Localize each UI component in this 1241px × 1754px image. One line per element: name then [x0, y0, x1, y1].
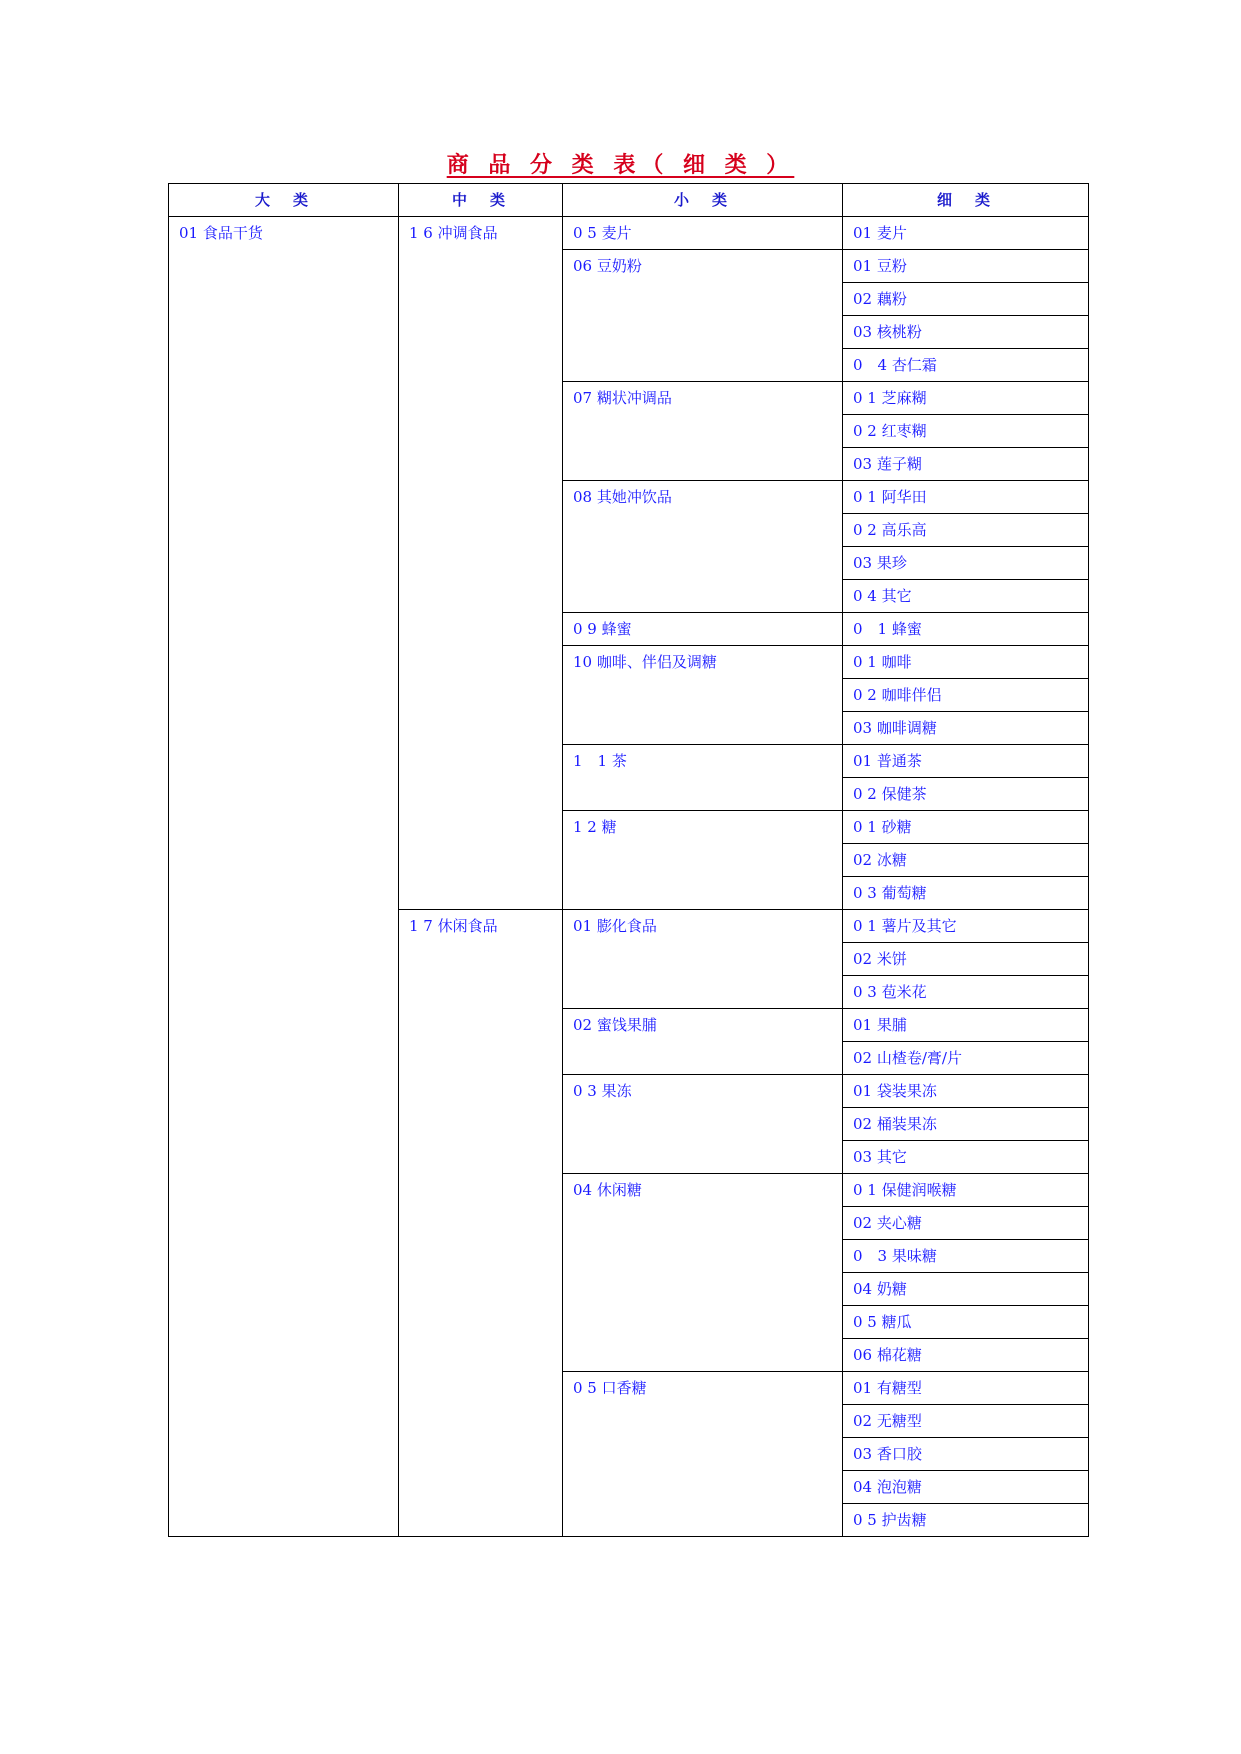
table-row [169, 217, 1089, 250]
fine-category-cell: 0 5 糖瓜 [843, 1306, 1089, 1339]
minor-category-cell: 10 咖啡、伴侣及调糖 [563, 646, 843, 745]
fine-category-cell: 0 1 阿华田 [843, 481, 1089, 514]
fine-category-cell: 0 2 咖啡伴侣 [843, 679, 1089, 712]
fine-category-cell: 0 2 红枣糊 [843, 415, 1089, 448]
fine-category-cell: 01 麦片 [843, 217, 1089, 250]
minor-category-cell: 06 豆奶粉 [563, 250, 843, 382]
minor-category-cell: 07 糊状冲调品 [563, 382, 843, 481]
fine-category-cell: 02 桶装果冻 [843, 1108, 1089, 1141]
fine-category-cell: 02 冰糖 [843, 844, 1089, 877]
minor-category-cell: 1 2 糖 [563, 811, 843, 910]
minor-category-cell: 01 膨化食品 [563, 910, 843, 1009]
fine-category-cell: 06 棉花糖 [843, 1339, 1089, 1372]
fine-category-cell: 03 莲子糊 [843, 448, 1089, 481]
fine-category-cell: 0 2 保健茶 [843, 778, 1089, 811]
fine-category-cell: 0 1 保健润喉糖 [843, 1174, 1089, 1207]
fine-category-cell: 02 米饼 [843, 943, 1089, 976]
header-middle: 中 类 [399, 184, 563, 217]
fine-category-cell: 01 袋装果冻 [843, 1075, 1089, 1108]
header-minor: 小 类 [563, 184, 843, 217]
fine-category-cell: 03 核桃粉 [843, 316, 1089, 349]
fine-category-cell: 0 1 薯片及其它 [843, 910, 1089, 943]
fine-category-cell: 03 香口胶 [843, 1438, 1089, 1471]
fine-category-cell: 02 山楂卷/膏/片 [843, 1042, 1089, 1075]
fine-category-cell: 01 果脯 [843, 1009, 1089, 1042]
fine-category-cell: 0 3 苞米花 [843, 976, 1089, 1009]
fine-category-cell: 0 2 高乐高 [843, 514, 1089, 547]
fine-category-cell: 02 藕粉 [843, 283, 1089, 316]
table-body [169, 217, 1089, 1537]
fine-category-cell: 02 夹心糖 [843, 1207, 1089, 1240]
minor-category-cell: 0 3 果冻 [563, 1075, 843, 1174]
fine-category-cell: 04 泡泡糖 [843, 1471, 1089, 1504]
fine-category-cell: 0 5 护齿糖 [843, 1504, 1089, 1537]
fine-category-cell: 0 3 果味糖 [843, 1240, 1089, 1273]
fine-category-cell: 01 普通茶 [843, 745, 1089, 778]
minor-category-cell: 1 1 茶 [563, 745, 843, 811]
fine-category-cell: 0 4 其它 [843, 580, 1089, 613]
table-header-row [169, 184, 1089, 217]
fine-category-cell: 02 无糖型 [843, 1405, 1089, 1438]
fine-category-cell: 01 有糖型 [843, 1372, 1089, 1405]
fine-category-cell: 0 1 芝麻糊 [843, 382, 1089, 415]
category-table [168, 183, 1089, 1537]
fine-category-cell: 0 1 咖啡 [843, 646, 1089, 679]
fine-category-cell: 04 奶糖 [843, 1273, 1089, 1306]
fine-category-cell: 0 4 杏仁霜 [843, 349, 1089, 382]
minor-category-cell: 04 休闲糖 [563, 1174, 843, 1372]
header-fine: 细 类 [843, 184, 1089, 217]
major-category-cell: 01 食品干货 [169, 217, 399, 1537]
middle-category-cell: 1 6 冲调食品 [399, 217, 563, 910]
minor-category-cell: 0 9 蜂蜜 [563, 613, 843, 646]
minor-category-cell: 02 蜜饯果脯 [563, 1009, 843, 1075]
fine-category-cell: 0 3 葡萄糖 [843, 877, 1089, 910]
minor-category-cell: 0 5 口香糖 [563, 1372, 843, 1537]
document-title [0, 148, 1241, 179]
fine-category-cell: 0 1 砂糖 [843, 811, 1089, 844]
middle-category-cell: 1 7 休闲食品 [399, 910, 563, 1537]
fine-category-cell: 03 咖啡调糖 [843, 712, 1089, 745]
fine-category-cell: 03 果珍 [843, 547, 1089, 580]
header-major: 大 类 [169, 184, 399, 217]
minor-category-cell: 0 5 麦片 [563, 217, 843, 250]
minor-category-cell: 08 其她冲饮品 [563, 481, 843, 613]
fine-category-cell: 0 1 蜂蜜 [843, 613, 1089, 646]
document-title-text: 商 品 分 类 表（ 细 类 ） [446, 152, 795, 178]
fine-category-cell: 01 豆粉 [843, 250, 1089, 283]
fine-category-cell: 03 其它 [843, 1141, 1089, 1174]
